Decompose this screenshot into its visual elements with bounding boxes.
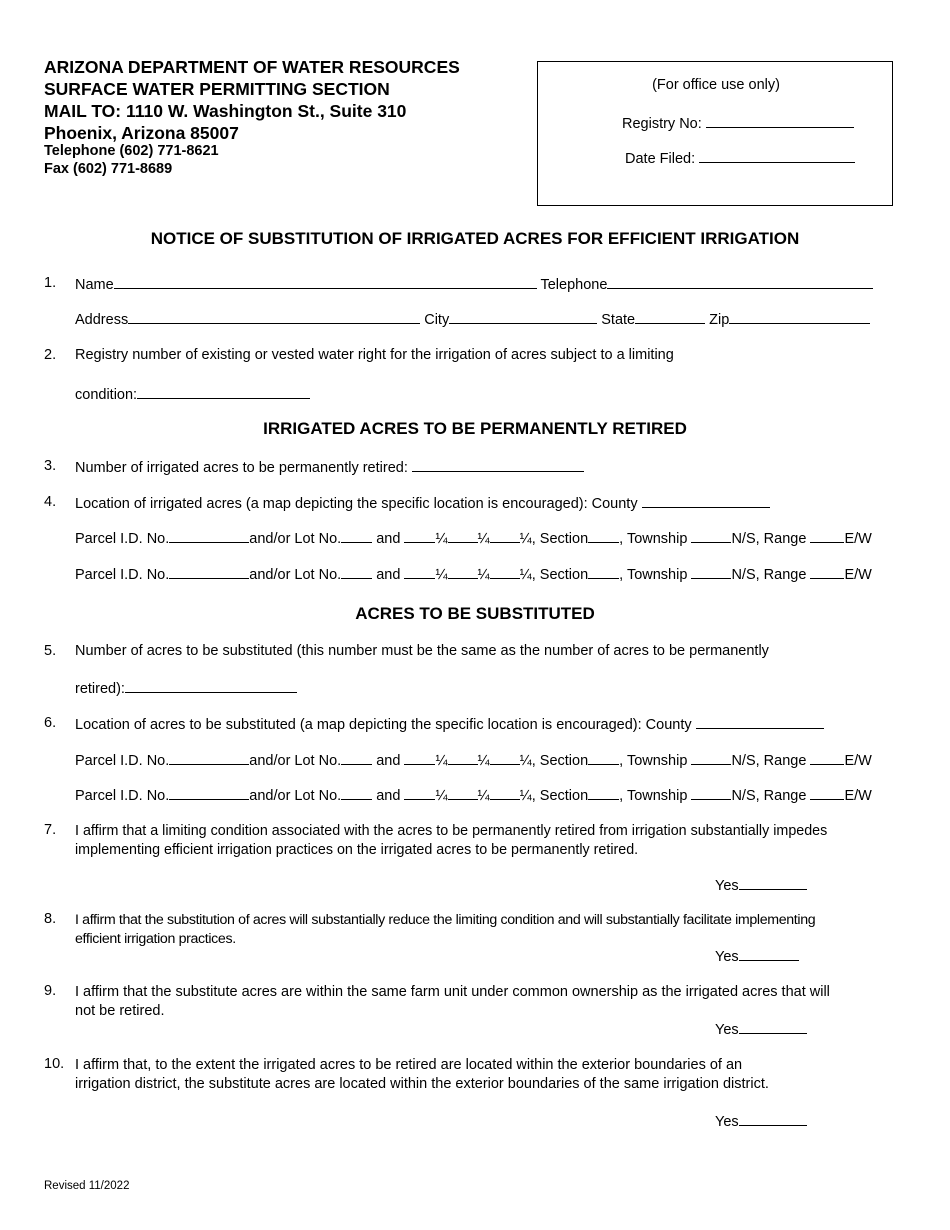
quarter-3-blank[interactable] [490,751,520,765]
substituted-county-blank[interactable] [696,715,824,729]
ns-range-label: N/S, Range [731,567,807,583]
parcel-row [75,751,907,769]
ns-range-label: N/S, Range [731,753,807,769]
q8-statement [75,911,907,949]
quarter-2-blank[interactable] [448,786,478,800]
q10-number: 10. [44,1056,65,1072]
q8-line-1: I affirm that the substitution of acres will substantially reduce the limiting condition and will substantially facilitate implementing [75,912,816,928]
substituted-acres-blank[interactable] [125,679,297,693]
section-label: ¼, Section [519,788,589,804]
q4-text: Location of irrigated acres (a map depicting the specific location is encouraged): County [75,496,638,512]
state-blank[interactable] [635,310,705,324]
q8-yes-field[interactable] [715,947,799,965]
section-heading-substituted: ACRES TO BE SUBSTITUTED [355,604,595,623]
ew-label: E/W [844,788,872,804]
and-label: and [376,788,401,804]
retired-acres-blank[interactable] [412,458,584,472]
q2-condition-row [75,385,310,403]
ns-range-label: N/S, Range [731,531,807,547]
quarter-label: ¼ [477,531,490,547]
q2-number: 2. [44,347,57,363]
q4-row [75,494,770,512]
and-label: and [376,753,401,769]
yes-label: Yes [715,1114,739,1130]
date-filed-blank[interactable] [699,149,855,163]
and-label: and [376,531,401,547]
parcel-id-blank[interactable] [169,751,249,765]
city-state-zip: Phoenix, Arizona 85007 [44,123,239,143]
yes-label: Yes [715,1022,739,1038]
q5-text: Number of acres to be substituted (this number must be the same as the number of acres to be permanently [75,643,769,659]
mail-to-address: MAIL TO: 1110 W. Washington St., Suite 310 [44,101,407,121]
township-label: , Township [619,567,688,583]
quarter-label: ¼ [477,788,490,804]
name-label: Name [75,277,114,293]
q5-retired-row [75,679,297,697]
parcel-row [75,565,907,583]
section-label: ¼, Section [519,531,589,547]
parcel-id-label: Parcel I.D. No. [75,567,170,583]
q2-text: Registry number of existing or vested water right for the irrigation of acres subject to a limiting [75,347,674,363]
office-use-caption: (For office use only) [652,77,780,93]
city-label: City [424,312,450,328]
quarter-1-blank[interactable] [404,786,435,800]
q6-text: Location of acres to be substituted (a map depicting the specific location is encouraged): County [75,717,692,733]
range-blank[interactable] [810,565,844,579]
retired-county-blank[interactable] [642,494,770,508]
q10-yes-field[interactable] [715,1112,807,1130]
q9-line-1: I affirm that the substitute acres are within the same farm unit under common ownership as the irrigated acres that will [75,984,830,1000]
and-label: and [376,567,401,583]
telephone-number: Telephone (602) 771-8621 [44,143,219,159]
registry-no-label: Registry No: [622,116,702,132]
q9-number: 9. [44,983,57,999]
township-blank[interactable] [691,751,731,765]
agency-name: ARIZONA DEPARTMENT OF WATER RESOURCES [44,57,460,77]
ns-range-label: N/S, Range [731,788,807,804]
condition-label: condition: [75,387,138,403]
q3-text: Number of irrigated acres to be permanently retired: [75,460,408,476]
yes-label: Yes [715,949,739,965]
quarter-label: ¼ [435,531,448,547]
q5-number: 5. [44,643,57,659]
q10-line-2: irrigation district, the substitute acres are located within the exterior boundaries of the same irrigation district. [75,1076,769,1092]
q1-address-row [75,310,870,328]
q6-row [75,715,824,733]
q3-row [75,458,584,476]
registry-no-blank[interactable] [706,114,854,128]
q6-number: 6. [44,715,57,731]
zip-label: Zip [709,312,730,328]
q1-number: 1. [44,275,57,291]
parcel-id-blank[interactable] [169,565,249,579]
registry-number-blank[interactable] [137,385,310,399]
yes-label: Yes [715,878,739,894]
section-label: ¼, Section [519,567,589,583]
address-label: Address [75,312,129,328]
q7-number: 7. [44,822,57,838]
lot-no-label: and/or Lot No. [249,753,342,769]
q1-name-row [75,275,873,293]
q4-number: 4. [44,494,57,510]
parcel-id-blank[interactable] [169,529,249,543]
quarter-label: ¼ [435,567,448,583]
township-label: , Township [619,753,688,769]
section-blank[interactable] [588,751,619,765]
quarter-1-blank[interactable] [404,565,435,579]
date-filed-label: Date Filed: [625,151,696,167]
quarter-label: ¼ [477,753,490,769]
township-blank[interactable] [691,565,731,579]
form-title: NOTICE OF SUBSTITUTION OF IRRIGATED ACRES FOR EFFICIENT IRRIGATION [150,229,800,248]
range-blank[interactable] [810,786,844,800]
quarter-2-blank[interactable] [448,751,478,765]
q3-number: 3. [44,458,57,474]
township-label: , Township [619,531,688,547]
section-blank[interactable] [588,565,619,579]
zip-blank[interactable] [729,310,870,324]
telephone-blank[interactable] [607,275,873,289]
ew-label: E/W [844,753,872,769]
q9-statement [75,983,907,1021]
range-blank[interactable] [810,529,844,543]
section-label: ¼, Section [519,753,589,769]
parcel-id-blank[interactable] [169,786,249,800]
range-blank[interactable] [810,751,844,765]
quarter-1-blank[interactable] [404,751,435,765]
quarter-2-blank[interactable] [448,565,478,579]
q7-yes-blank[interactable] [739,876,807,890]
lot-no-blank[interactable] [341,786,372,800]
lot-no-blank[interactable] [341,751,372,765]
section-name: SURFACE WATER PERMITTING SECTION [44,79,390,99]
parcel-row [75,786,907,804]
q10-line-1: I affirm that, to the extent the irrigated acres to be retired are located within the exterior boundaries of an [75,1057,743,1073]
quarter-3-blank[interactable] [490,565,520,579]
office-use-box [537,61,893,206]
township-label: , Township [619,788,688,804]
section-blank[interactable] [588,529,619,543]
q10-statement [75,1056,907,1094]
quarter-label: ¼ [435,753,448,769]
telephone-label: Telephone [540,277,608,293]
quarter-label: ¼ [435,788,448,804]
address-blank[interactable] [128,310,420,324]
q7-line-1: I affirm that a limiting condition associated with the acres to be permanently retired from irrigation substantially impedes [75,823,828,839]
quarter-3-blank[interactable] [490,786,520,800]
lot-no-label: and/or Lot No. [249,531,342,547]
township-blank[interactable] [691,786,731,800]
state-label: State [601,312,636,328]
ew-label: E/W [844,567,872,583]
lot-no-label: and/or Lot No. [249,788,342,804]
lot-no-label: and/or Lot No. [249,567,342,583]
quarter-2-blank[interactable] [448,529,478,543]
q7-line-2: implementing efficient irrigation practices on the irrigated acres to be permanently retired. [75,842,639,858]
q7-statement [75,822,907,860]
lot-no-blank[interactable] [341,529,372,543]
township-blank[interactable] [691,529,731,543]
q7-yes-field[interactable] [715,876,807,894]
quarter-3-blank[interactable] [490,529,520,543]
name-blank[interactable] [114,275,537,289]
fax-number: Fax (602) 771-8689 [44,161,173,177]
quarter-1-blank[interactable] [404,529,435,543]
retired-label: retired): [75,681,125,697]
registry-no-field[interactable] [622,114,854,132]
date-filed-field[interactable] [625,149,855,167]
section-heading-retired: IRRIGATED ACRES TO BE PERMANENTLY RETIRED [263,419,687,438]
quarter-label: ¼ [477,567,490,583]
revision-footer: Revised 11/2022 [44,1180,130,1192]
parcel-row [75,529,907,547]
q9-line-2: not be retired. [75,1003,165,1019]
lot-no-blank[interactable] [341,565,372,579]
parcel-id-label: Parcel I.D. No. [75,531,170,547]
q8-number: 8. [44,911,57,927]
parcel-id-label: Parcel I.D. No. [75,753,170,769]
section-blank[interactable] [588,786,619,800]
q9-yes-field[interactable] [715,1020,807,1038]
ew-label: E/W [844,531,872,547]
parcel-id-label: Parcel I.D. No. [75,788,170,804]
q10-yes-blank[interactable] [739,1112,807,1126]
q9-yes-blank[interactable] [739,1020,807,1034]
city-blank[interactable] [449,310,597,324]
q8-line-2: efficient irrigation practices. [75,931,236,947]
q8-yes-blank[interactable] [739,947,799,961]
